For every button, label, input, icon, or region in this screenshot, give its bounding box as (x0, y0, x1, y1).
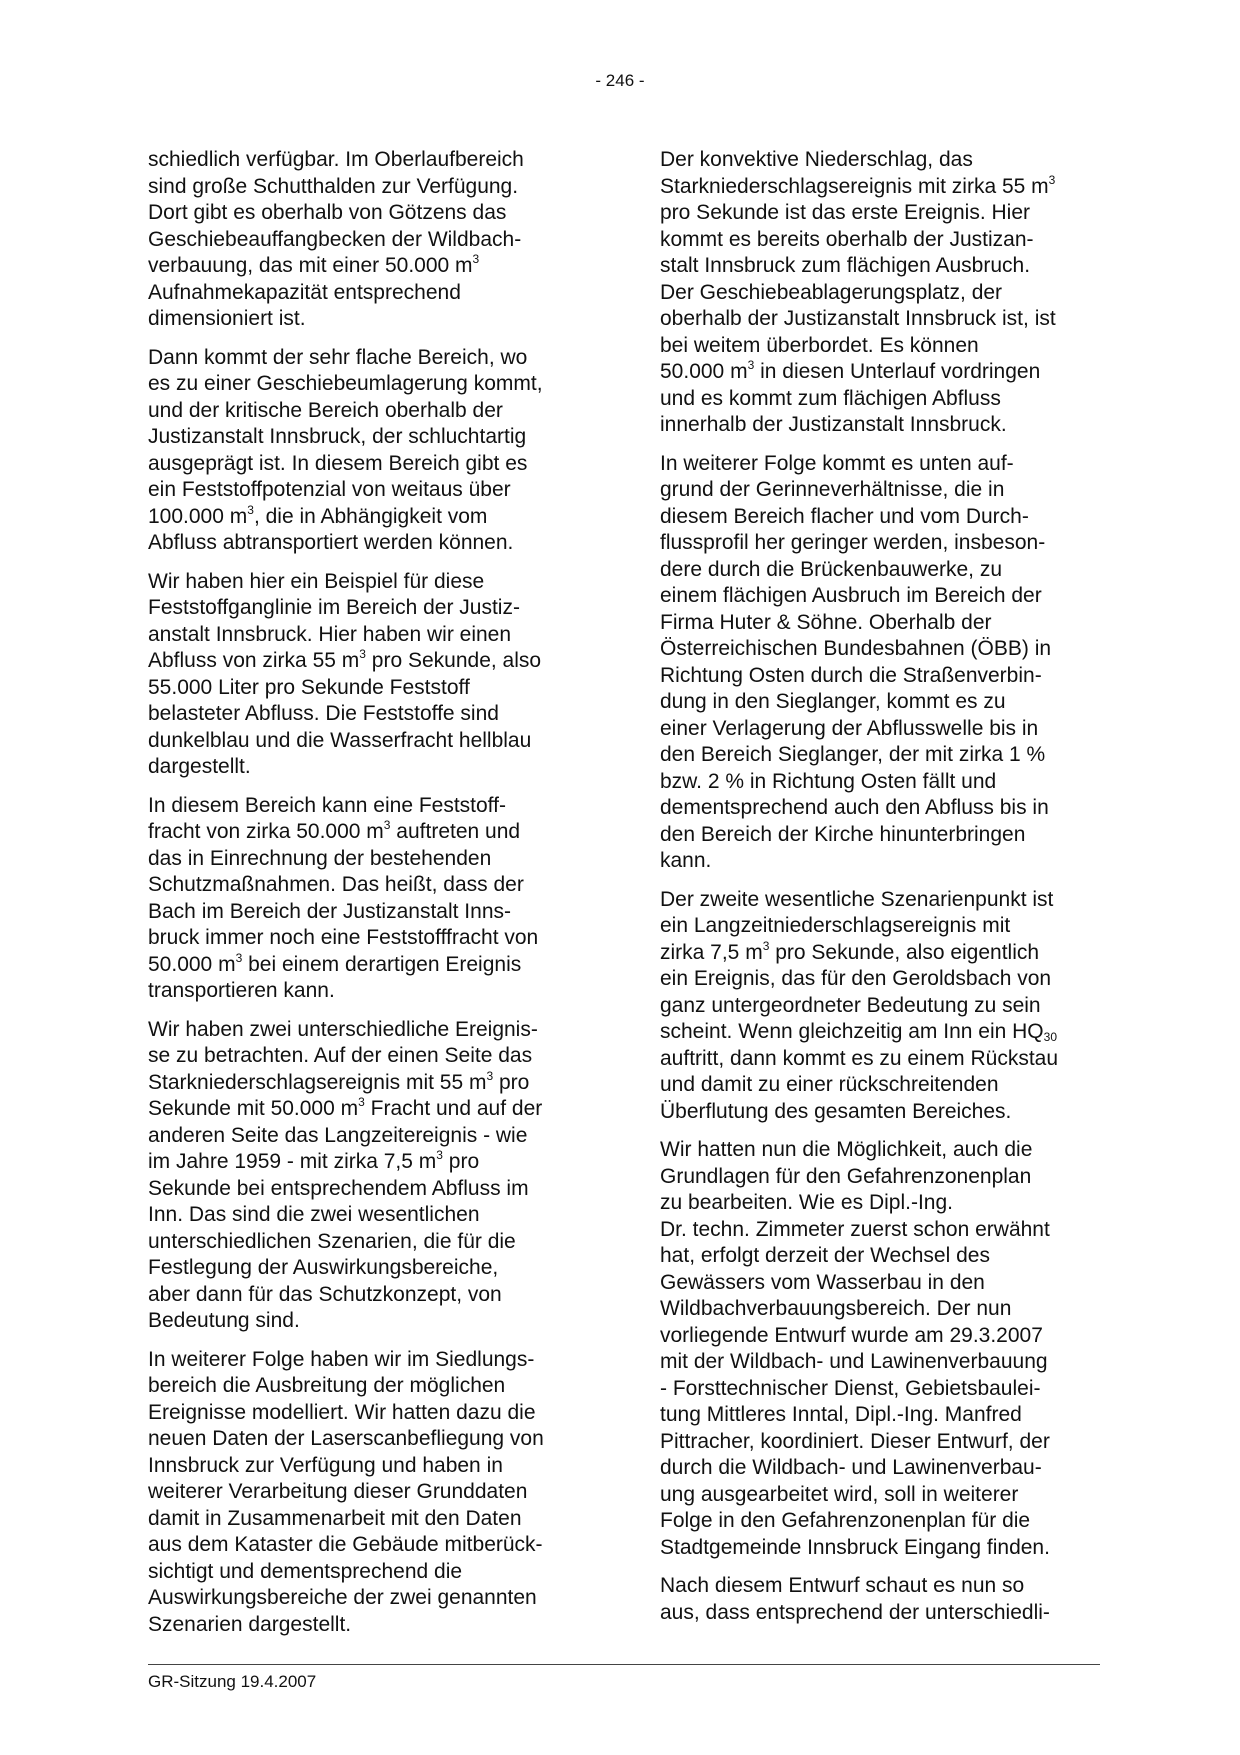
text-line: 50.000 $m^3$ in diesen Unterlauf vordringen (660, 358, 1041, 383)
text-line: Feststoffganglinie im Bereich der Justiz- (148, 596, 520, 619)
text-line: Der zweite wesentliche Szenarienpunkt ist (660, 887, 1054, 911)
paragraph (148, 569, 588, 781)
text-line: Der Geschiebeablagerungsplatz, der (660, 280, 1003, 304)
text-line: Sekunde mit 50.000 $m^3$ Fracht und auf der (148, 1095, 543, 1120)
text-line: 55.000 Liter pro Sekunde Feststoff (148, 675, 470, 699)
text-line: zu bearbeiten. Wie es Dipl.-Ing. (660, 1191, 953, 1214)
text-line: belasteter Abfluss. Die Feststoffe sind (148, 702, 499, 725)
paragraph (660, 1573, 1100, 1626)
text-line: In weiterer Folge haben wir im Siedlungs- (148, 1347, 535, 1371)
text-line: zirka 7,5 $m^3$ pro Sekunde, also eigentlich (660, 938, 1040, 964)
paragraph (660, 451, 1100, 875)
text-line: dung in den Sieglanger, kommt es zu (660, 690, 1006, 713)
text-line: den Bereich Sieglanger, der mit zirka 1 % (660, 743, 1046, 766)
text-line: diesem Bereich flacher und vom Durch- (660, 504, 1029, 528)
text-line: sind große Schutthalden zur Verfügung. (148, 174, 519, 198)
text-line: Wir haben zwei unterschiedliche Ereignis- (148, 1017, 538, 1041)
text-line: und es kommt zum flächigen Abfluss (660, 386, 1001, 410)
text-line: bei weitem überbordet. Es können (660, 333, 979, 357)
text-line: ein Feststoffpotenzial von weitaus über (148, 478, 511, 501)
footer-divider (148, 1664, 1100, 1665)
text-line: Festlegung der Auswirkungsbereiche, (148, 1256, 499, 1279)
text-line: kommt es bereits oberhalb der Justizan- (660, 227, 1034, 251)
text-line: es zu einer Geschiebeumlagerung kommt, (148, 372, 543, 395)
text-line: bzw. 2 % in Richtung Osten fällt und (660, 769, 997, 793)
paragraph (148, 147, 588, 333)
text-line: grund der Gerinneverhältnisse, die in (660, 478, 1005, 501)
text-line: weiterer Verarbeitung dieser Grunddaten (148, 1480, 528, 1503)
text-line: pro Sekunde ist das erste Ereignis. Hier (660, 201, 1031, 224)
text-line: Stadtgemeinde Innsbruck Eingang finden. (660, 1535, 1050, 1559)
text-line: Überflutung des gesamten Bereiches. (660, 1099, 1012, 1123)
text-line: und damit zu einer rückschreitenden (660, 1073, 999, 1096)
text-line: innerhalb der Justizanstalt Innsbruck. (660, 413, 1007, 436)
text-line: flussprofil her geringer werden, insbeson- (660, 531, 1046, 554)
text-line: Wir haben hier ein Beispiel für diese (148, 569, 485, 593)
text-line: dere durch die Brückenbauwerke, zu (660, 557, 1003, 581)
text-line: se zu betrachten. Auf der einen Seite das (148, 1044, 533, 1067)
text-line: kann. (660, 849, 712, 872)
paragraph (660, 887, 1100, 1126)
text-line: transportieren kann. (148, 979, 335, 1002)
text-line: fracht von zirka 50.000 $m^3$ auftreten und (148, 818, 521, 843)
text-line: Österreichischen Bundesbahnen (ÖBB) in (660, 637, 1052, 660)
text-line: Pittracher, koordiniert. Dieser Entwurf, der (660, 1429, 1050, 1453)
footer-session-date: GR-Sitzung 19.4.2007 (148, 1672, 317, 1691)
text-line: ein Ereignis, das für den Geroldsbach von (660, 967, 1052, 990)
paragraph (148, 345, 588, 557)
text-line: ganz untergeordneter Bedeutung zu sein (660, 993, 1041, 1017)
paragraph (148, 1347, 588, 1639)
text-line: Der konvektive Niederschlag, das (660, 148, 973, 171)
text-line: mit der Wildbach- und Lawinenverbauung (660, 1350, 1048, 1373)
text-line: aus dem Kataster die Gebäude mitberück- (148, 1533, 543, 1556)
text-line: Dort gibt es oberhalb von Götzens das (148, 201, 507, 224)
text-line: im Jahre 1959 - mit zirka 7,5 $m^3$ pro (148, 1148, 480, 1173)
text-line: scheint. Wenn gleichzeitig am Inn ein $HQ_{30}$ (660, 1020, 1057, 1044)
text-line: Sekunde bei entsprechendem Abfluss im (148, 1176, 529, 1200)
left-column (148, 147, 588, 1650)
text-line: sichtigt und dementsprechend die (148, 1559, 463, 1583)
text-line: Grundlagen für den Gefahrenzonenplan (660, 1164, 1032, 1188)
text-line: vorliegende Entwurf wurde am 29.3.2007 (660, 1323, 1043, 1347)
text-line: ausgeprägt ist. In diesem Bereich gibt es (148, 451, 528, 475)
paragraph (148, 793, 588, 1005)
text-line: Inn. Das sind die zwei wesentlichen (148, 1203, 480, 1226)
text-line: aber dann für das Schutzkonzept, von (148, 1282, 502, 1306)
text-line: hat, erfolgt derzeit der Wechsel des (660, 1244, 990, 1267)
text-line: schiedlich verfügbar. Im Oberlaufbereich (148, 148, 524, 171)
text-line: Nach diesem Entwurf schaut es nun so (660, 1574, 1025, 1597)
text-line: oberhalb der Justizanstalt Innsbruck ist, ist (660, 307, 1056, 330)
text-line: bereich die Ausbreitung der möglichen (148, 1374, 506, 1397)
text-line: Auswirkungsbereiche der zwei genannten (148, 1586, 537, 1609)
text-line: Abfluss abtransportiert werden können. (148, 531, 514, 554)
text-line: stalt Innsbruck zum flächigen Ausbruch. (660, 254, 1031, 277)
text-line: Dann kommt der sehr flache Bereich, wo (148, 345, 528, 369)
text-line: Firma Huter & Söhne. Oberhalb der (660, 610, 992, 634)
text-line: Dr. techn. Zimmeter zuerst schon erwähnt (660, 1217, 1050, 1241)
paragraph (660, 1137, 1100, 1561)
text-line: In weiterer Folge kommt es unten auf- (660, 451, 1014, 475)
text-line: dargestellt. (148, 755, 251, 778)
text-line: einer Verlagerung der Abflusswelle bis in (660, 716, 1039, 740)
text-line: Gewässers vom Wasserbau in den (660, 1270, 985, 1294)
text-line: Bedeutung sind. (148, 1309, 300, 1332)
text-line: anstalt Innsbruck. Hier haben wir einen (148, 622, 512, 646)
page-number: - 246 - (595, 71, 645, 90)
text-line: das in Einrechnung der bestehenden (148, 846, 492, 870)
text-line: Wir hatten nun die Möglichkeit, auch die (660, 1138, 1033, 1161)
text-line: Schutzmaßnahmen. Das heißt, dass der (148, 873, 524, 896)
text-line: In diesem Bereich kann eine Feststoff- (148, 793, 506, 817)
text-line: auftritt, dann kommt es zu einem Rückstau (660, 1046, 1059, 1070)
text-line: ung ausgearbeitet wird, soll in weiterer (660, 1482, 1019, 1506)
text-line: Abfluss von zirka 55 $m^3$ pro Sekunde, also (148, 647, 542, 672)
text-line: und der kritische Bereich oberhalb der (148, 398, 503, 422)
paragraph (660, 147, 1100, 439)
text-line: verbauung, das mit einer 50.000 $m^3$ (148, 252, 480, 277)
text-line: Wildbachverbauungsbereich. Der nun (660, 1297, 1012, 1320)
text-line: aus, dass entsprechend der unterschiedli- (660, 1600, 1050, 1624)
text-line: einem flächigen Ausbruch im Bereich der (660, 584, 1042, 607)
text-line: Starkniederschlagsereignis mit 55 $m^3$ pro (148, 1068, 530, 1094)
text-line: dementsprechend auch den Abfluss bis in (660, 796, 1049, 819)
text-line: Richtung Osten durch die Straßenverbin- (660, 663, 1042, 687)
text-line: - Forsttechnischer Dienst, Gebietsbaulei- (660, 1376, 1041, 1400)
text-line: dimensioniert ist. (148, 307, 306, 330)
right-column (660, 147, 1100, 1638)
text-line: neuen Daten der Laserscanbefliegung von (148, 1427, 544, 1450)
text-line: tung Mittleres Inntal, Dipl.-Ing. Manfred (660, 1403, 1022, 1426)
text-line: den Bereich der Kirche hinunterbringen (660, 822, 1026, 846)
text-line: Szenarien dargestellt. (148, 1612, 352, 1636)
text-line: Ereignisse modelliert. Wir hatten dazu die (148, 1400, 536, 1424)
text-line: Bach im Bereich der Justizanstalt Inns- (148, 899, 511, 923)
text-line: Geschiebeauffangbecken der Wildbach- (148, 227, 522, 251)
text-line: damit in Zusammenarbeit mit den Daten (148, 1506, 522, 1530)
text-line: Folge in den Gefahrenzonenplan für die (660, 1509, 1031, 1532)
text-line: 50.000 $m^3$ bei einem derartigen Ereignis (148, 950, 522, 976)
text-line: bruck immer noch eine Feststofffracht von (148, 926, 539, 949)
paragraph (148, 1017, 588, 1335)
text-line: Innsbruck zur Verfügung und haben in (148, 1453, 503, 1477)
text-line: unterschiedlichen Szenarien, die für die (148, 1229, 516, 1253)
text-line: 100.000 $m^3$, die in Abhängigkeit vom (148, 502, 488, 528)
text-line: Justizanstalt Innsbruck, der schluchtartig (148, 425, 527, 448)
text-line: ein Langzeitniederschlagsereignis mit (660, 914, 1011, 937)
text-line: dunkelblau und die Wasserfracht hellblau (148, 728, 532, 752)
text-line: anderen Seite das Langzeitereignis - wie (148, 1123, 528, 1147)
text-line: durch die Wildbach- und Lawinenverbau- (660, 1456, 1042, 1479)
text-line: Starkniederschlagsereignis mit zirka 55 $m^3$ (660, 172, 1056, 198)
text-line: Aufnahmekapazität entsprechend (148, 280, 461, 304)
